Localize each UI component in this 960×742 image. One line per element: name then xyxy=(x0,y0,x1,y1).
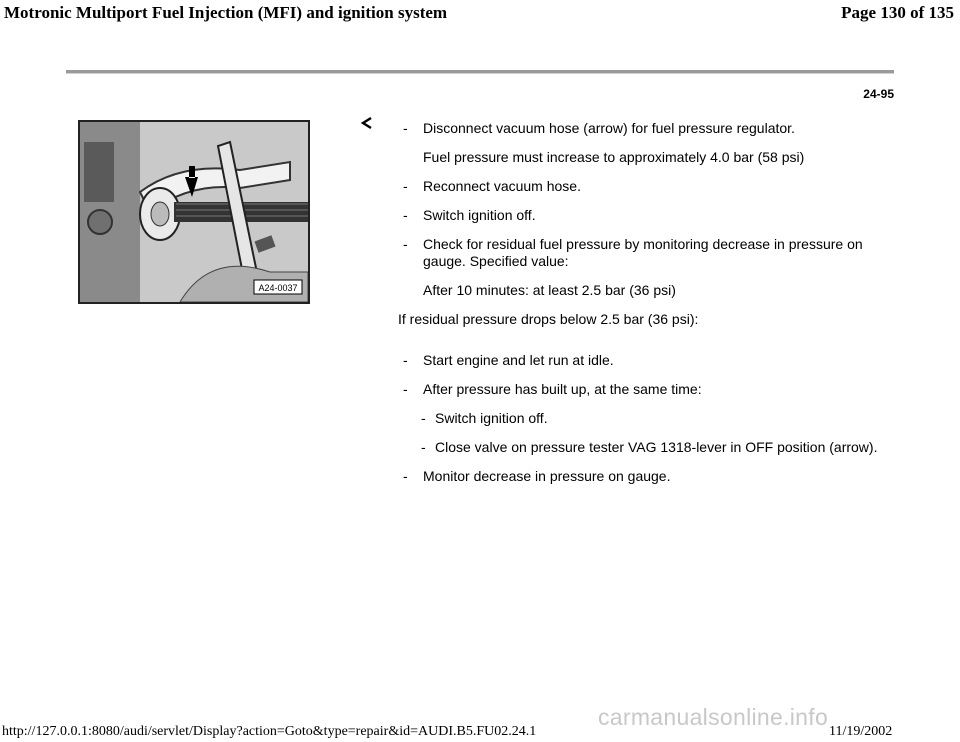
section-page-number: 24-95 xyxy=(863,87,894,101)
list-item: - Switch ignition off. xyxy=(403,207,536,223)
list-item: - Start engine and let run at idle. xyxy=(403,352,614,368)
header-rule xyxy=(66,70,894,74)
fuel-regulator-photo xyxy=(78,120,310,304)
list-note: Fuel pressure must increase to approximately 4.0 bar (58 psi) xyxy=(423,149,805,165)
document-title: Motronic Multiport Fuel Injection (MFI) and ignition system xyxy=(4,3,448,22)
sub-list-item: - Close valve on pressure tester VAG 1318-lever in OFF position (arrow). xyxy=(421,439,878,455)
procedure-text xyxy=(398,120,898,497)
footer-date: 11/19/2002 xyxy=(829,724,893,739)
list-item: - Check for residual fuel pressure by monitoring decrease in pressure on gauge. Specified value: xyxy=(403,236,863,269)
engine-illustration xyxy=(80,122,308,302)
list-item: - Reconnect vacuum hose. xyxy=(403,178,581,194)
page-indicator: Page 130 of 135 xyxy=(841,3,954,22)
list-item: - Monitor decrease in pressure on gauge. xyxy=(403,468,671,484)
condition-text: If residual pressure drops below 2.5 bar (36 psi): xyxy=(398,311,699,327)
list-note: After 10 minutes: at least 2.5 bar (36 psi) xyxy=(423,282,676,298)
chevron-left-icon xyxy=(360,116,374,135)
list-item: - Disconnect vacuum hose (arrow) for fuel pressure regulator. xyxy=(403,120,795,136)
footer-url: http://127.0.0.1:8080/audi/servlet/Display?action=Goto&type=repair&id=AUDI.B5.FU02.24.1 xyxy=(2,724,537,739)
list-item: - After pressure has built up, at the same time: xyxy=(403,381,702,397)
figure-label: A24-0037 xyxy=(258,283,298,293)
watermark: carmanualsonline.info xyxy=(598,704,829,730)
sub-list-item: - Switch ignition off. xyxy=(421,410,548,426)
